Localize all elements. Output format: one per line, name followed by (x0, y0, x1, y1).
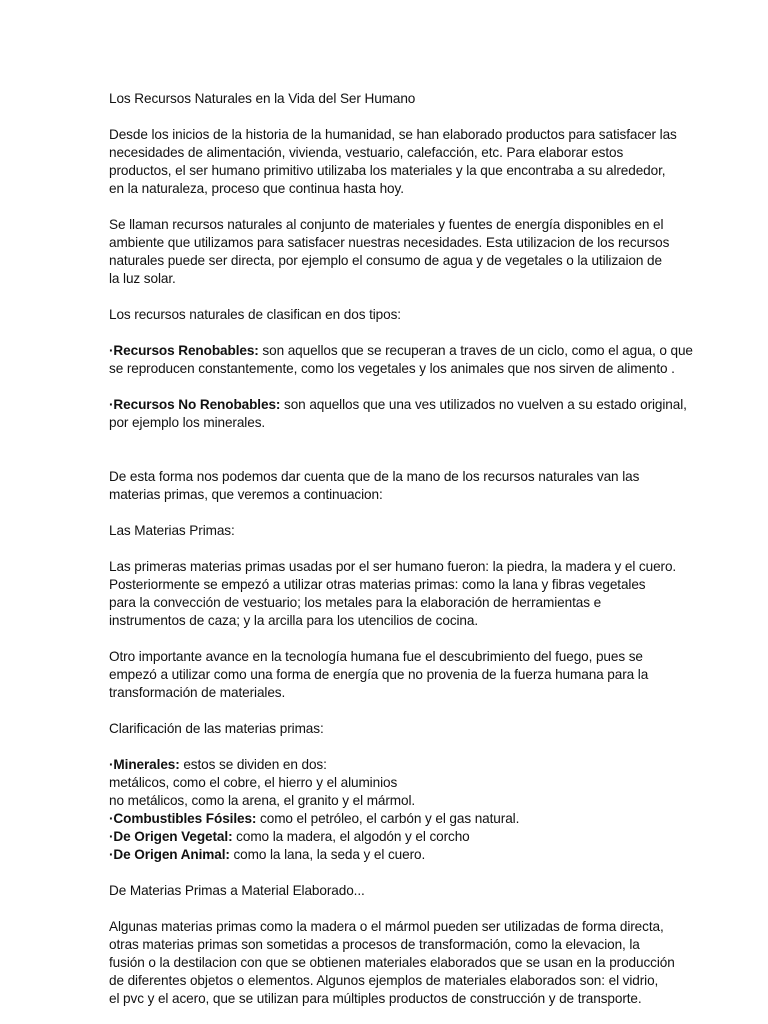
text-line (109, 396, 687, 414)
text-line: fusión o la destilacion con que se obtienen materiales elaborados que se usan en la producción (109, 955, 675, 970)
text-line: Otro importante avance en la tecnología humana fue el descubrimiento del fuego, pues se (109, 649, 643, 664)
text-line: materias primas, que veremos a continuacion: (109, 487, 383, 502)
term-text: como la madera, el algodón y el corcho (232, 829, 470, 844)
term-text: son aquellos que una ves utilizados no vuelven a su estado original, (280, 397, 687, 412)
text-line (109, 342, 693, 360)
list-item (109, 756, 668, 774)
definition-paragraph (109, 216, 668, 288)
text-line: por ejemplo los minerales. (109, 415, 266, 430)
term-label: ·Recursos Renobables: (109, 343, 259, 358)
raw-materials-list (109, 756, 668, 864)
term-label: ·Combustibles Fósiles: (109, 811, 257, 826)
term-text: como la lana, la seda y el cuero. (229, 847, 426, 862)
text-line: Algunas materias primas como la madera o el mármol pueden ser utilizadas de forma directa, (109, 919, 664, 934)
term-label: ·De Origen Animal: (109, 847, 230, 862)
material-elaborado-paragraph (109, 918, 675, 1008)
text-line: instrumentos de caza; y la arcilla para los utencilios de cocina. (109, 613, 479, 628)
classification-intro: Los recursos naturales de clasifican en dos tipos: (109, 307, 401, 322)
term-label: ·Minerales: (109, 757, 180, 772)
list-item (109, 828, 668, 846)
list-item (109, 810, 668, 828)
fire-paragraph (109, 648, 668, 702)
text-line: Posteriormente se empezó a utilizar otras materias primas: como la lana y fibras vegetales (109, 577, 646, 592)
text-line: en la naturaleza, proceso que continua hasta hoy. (109, 181, 404, 196)
text-line: naturales puede ser directa, por ejemplo el consumo de agua y de vegetales o la utilizaion de (109, 253, 662, 268)
text-line: productos, el ser humano primitivo utilizaba los materiales y la que encontraba a su alrededor, (109, 163, 666, 178)
text-line: Se llaman recursos naturales al conjunto de materiales y fuentes de energía disponibles en el (109, 217, 664, 232)
transition-paragraph (109, 468, 668, 504)
nonrenewable-resources-item (109, 396, 687, 432)
text-line: transformación de materiales. (109, 685, 286, 700)
text-line: Las primeras materias primas usadas por el ser humano fueron: la piedra, la madera y el cuero. (109, 559, 677, 574)
section-heading-materias-primas: Las Materias Primas: (109, 523, 235, 538)
text-line: Desde los inicios de la historia de la humanidad, se han elaborado productos para satisfacer las (109, 127, 677, 142)
materias-primas-paragraph (109, 558, 677, 630)
term-text: como el petróleo, el carbón y el gas natural. (256, 811, 520, 826)
text-line: empezó a utilizar como una forma de energía que no provenia de la fuerza humana para la (109, 667, 649, 682)
section-heading-clarificacion: Clarificación de las materias primas: (109, 721, 324, 736)
intro-paragraph (109, 126, 677, 198)
renewable-resources-item (109, 342, 693, 378)
term-label: ·De Origen Vegetal: (109, 829, 233, 844)
text-line: se reproducen constantemente, como los vegetales y los animales que nos sirven de alimento . (109, 361, 675, 376)
text-line: de diferentes objetos o elementos. Algunos ejemplos de materiales elaborados son: el vidrio, (109, 973, 659, 988)
section-heading-material-elaborado: De Materias Primas a Material Elaborado... (109, 883, 365, 898)
list-item: no metálicos, como la arena, el granito y el mármol. (109, 793, 416, 808)
list-item (109, 846, 668, 864)
text-line: necesidades de alimentación, vivienda, vestuario, calefacción, etc. Para elaborar estos (109, 145, 624, 160)
list-item: metálicos, como el cobre, el hierro y el aluminios (109, 775, 398, 790)
text-line: el pvc y el acero, que se utilizan para múltiples productos de construcción y de transporte. (109, 991, 642, 1006)
text-line: De esta forma nos podemos dar cuenta que de la mano de los recursos naturales van las (109, 469, 640, 484)
term-label: ·Recursos No Renobables: (109, 397, 281, 412)
document-title: Los Recursos Naturales en la Vida del Ser Humano (109, 91, 416, 106)
term-text: son aquellos que se recuperan a traves de un ciclo, como el agua, o que (258, 343, 693, 358)
term-text: estos se dividen en dos: (179, 757, 327, 772)
text-line: ambiente que utilizamos para satisfacer nuestras necesidades. Esta utilizacion de los recursos (109, 235, 670, 250)
text-line: la luz solar. (109, 271, 176, 286)
text-line: otras materias primas son sometidas a procesos de transformación, como la elevacion, la (109, 937, 640, 952)
text-line: para la convección de vestuario; los metales para la elaboración de herramientas e (109, 595, 602, 610)
